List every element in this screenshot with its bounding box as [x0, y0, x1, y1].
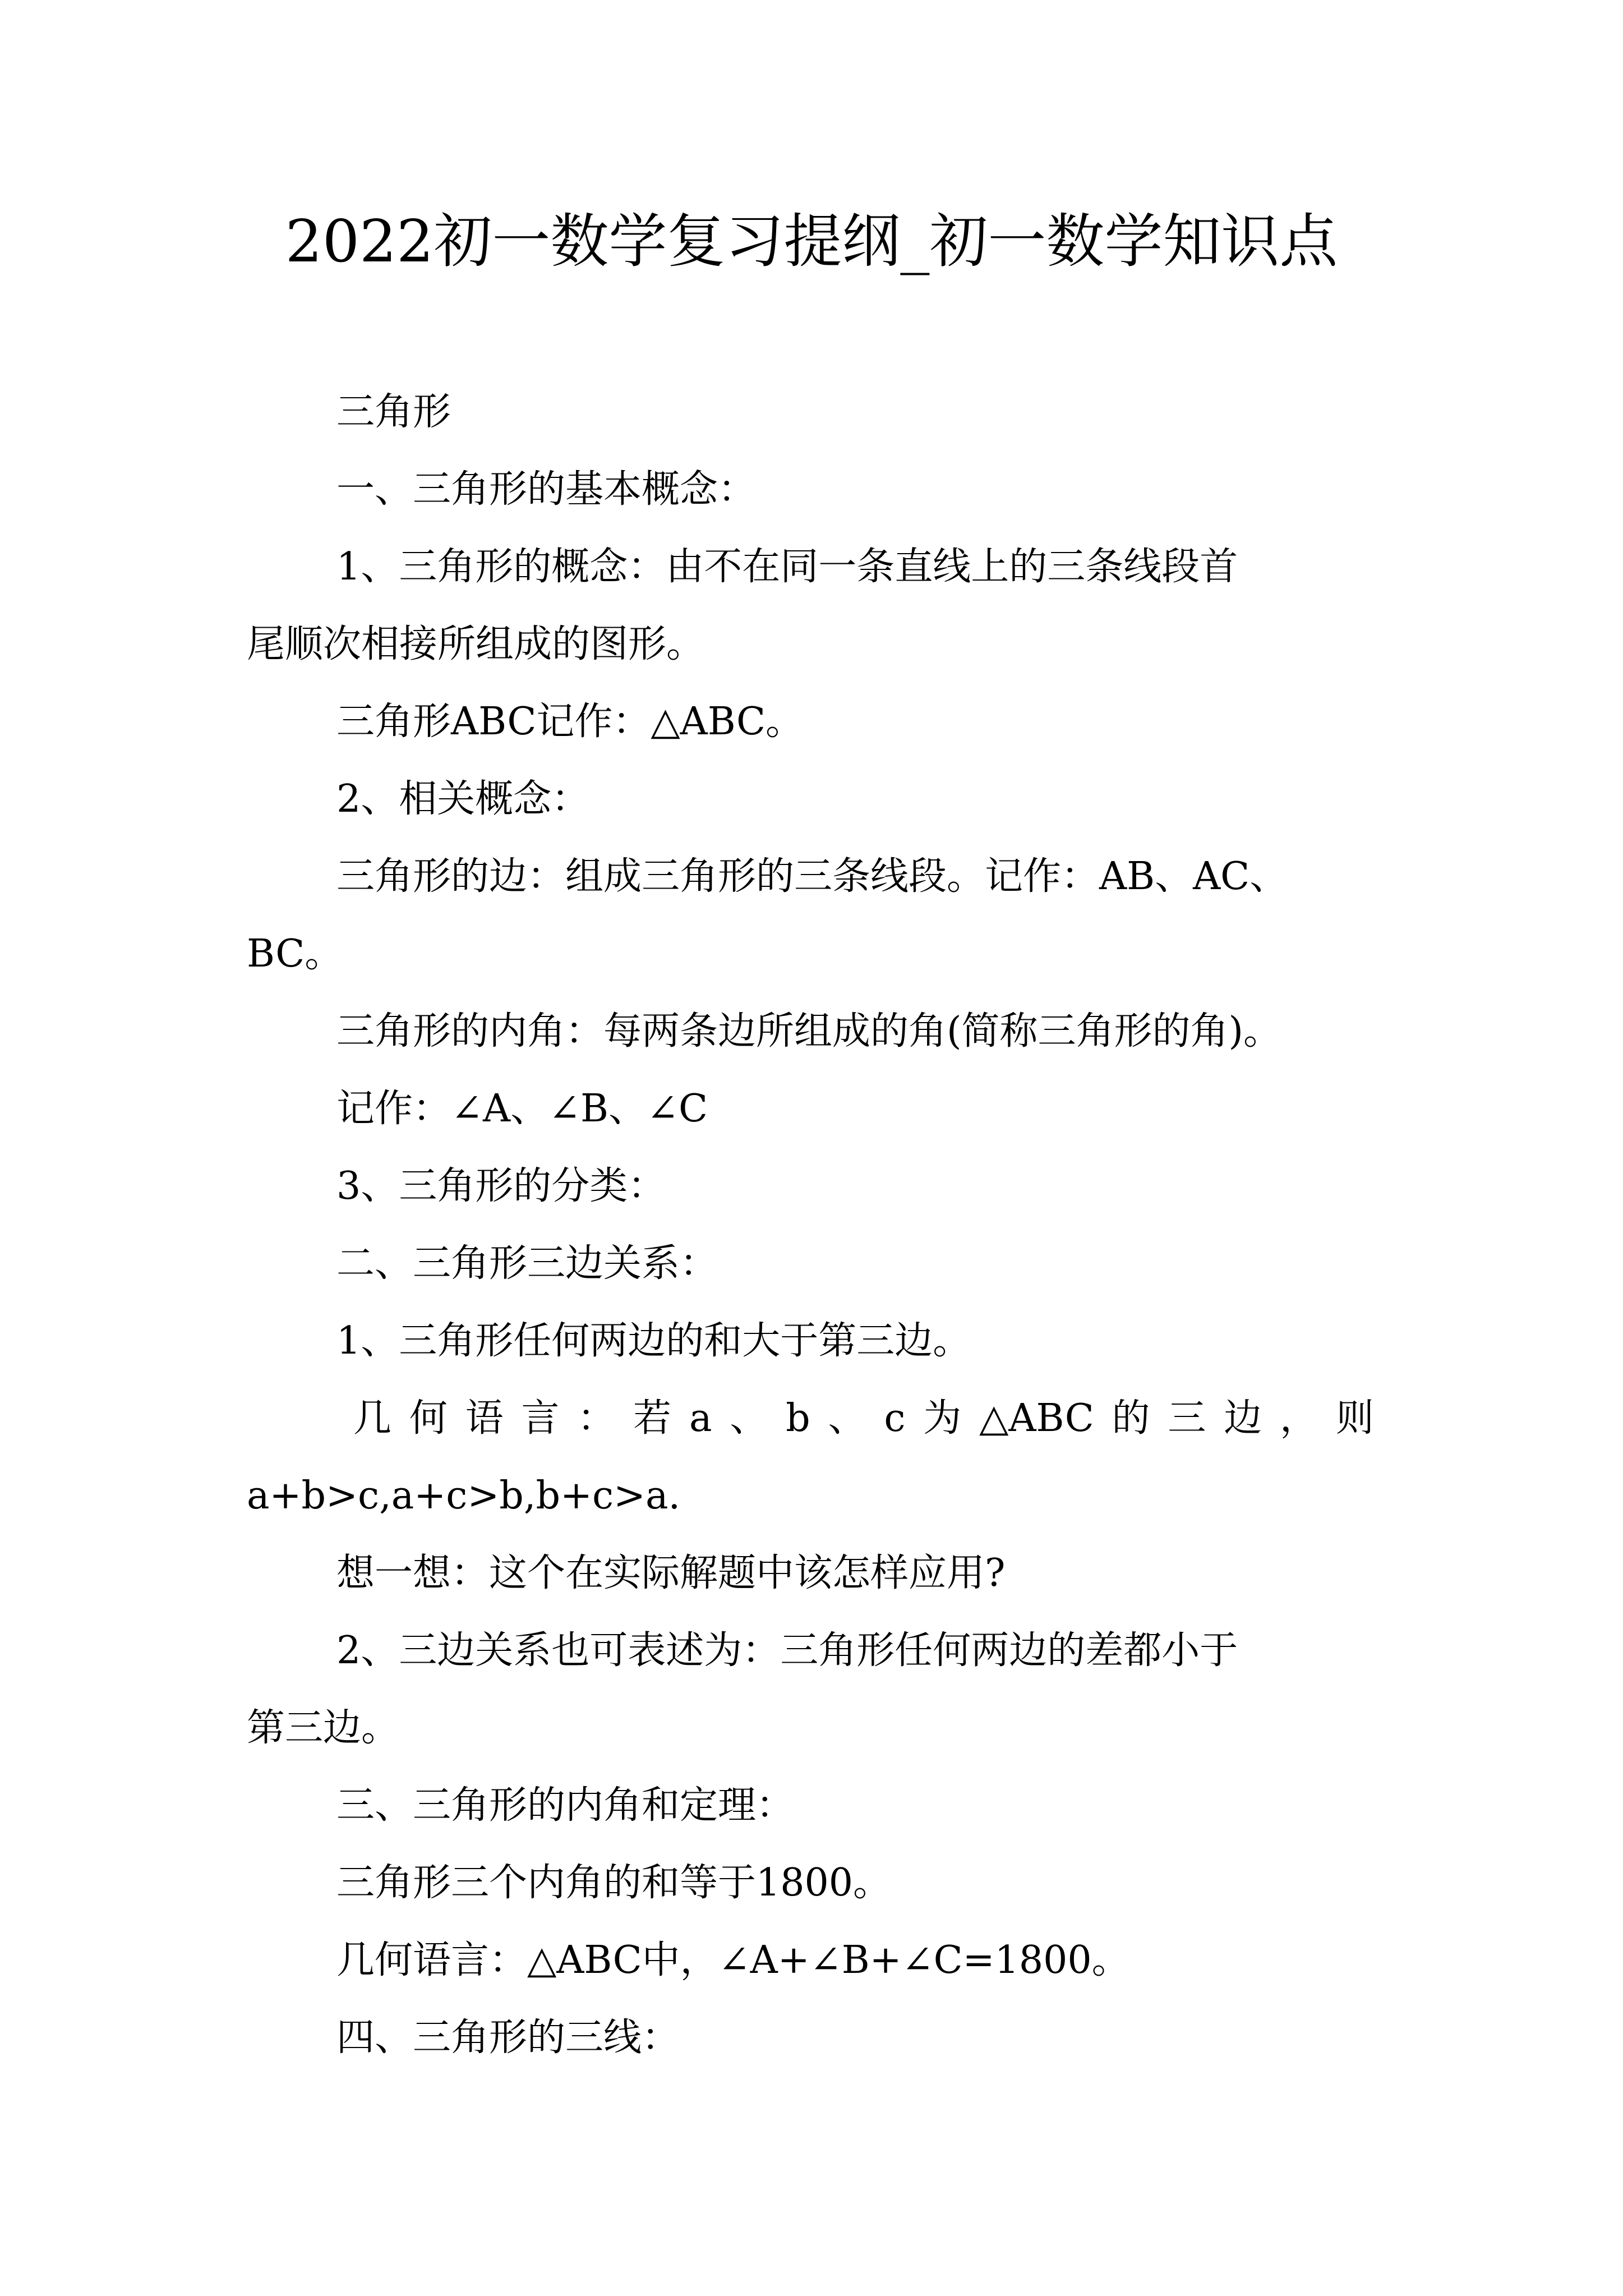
paragraph-line: 三角形三个内角的和等于1800。: [336, 1861, 892, 1905]
paragraph-line: 想一想：这个在实际解题中该怎样应用?: [336, 1551, 1006, 1595]
justified-geometry-line: [353, 1391, 1374, 1447]
paragraph-line: BC。: [247, 932, 343, 976]
paragraph-line: 三角形ABC记作：△ABC。: [336, 700, 804, 744]
section-heading-three-lines: 四、三角形的三线：: [336, 2016, 680, 2060]
word: 语: [465, 1396, 504, 1441]
word: b: [786, 1396, 810, 1441]
paragraph-line: 三角形的边：组成三角形的三条线段。记作：AB、AC、: [336, 854, 1288, 899]
word: 、: [828, 1396, 866, 1441]
paragraph-line: 尾顺次相接所组成的图形。: [247, 622, 705, 666]
word: 言: [521, 1396, 560, 1441]
word: ：: [577, 1396, 616, 1441]
word: 、: [730, 1396, 768, 1441]
word: 的: [1112, 1396, 1150, 1441]
paragraph-line: 三角形的内角：每两条边所组成的角(简称三角形的角)。: [336, 1009, 1282, 1053]
word: 则: [1335, 1396, 1374, 1441]
paragraph-line: 1、三角形的概念：由不在同一条直线上的三条线段首: [336, 545, 1238, 589]
paragraph-line: 1、三角形任何两边的和大于第三边。: [336, 1319, 971, 1363]
word: a: [689, 1396, 712, 1441]
section-heading-basic-concepts: 一、三角形的基本概念：: [336, 467, 757, 512]
paragraph-line: 2、相关概念：: [336, 777, 590, 821]
word: 若: [633, 1396, 672, 1441]
section-heading-three-sides: 二、三角形三边关系：: [336, 1241, 718, 1286]
section-heading-angle-sum: 三、三角形的内角和定理：: [336, 1783, 795, 1828]
word: 何: [409, 1396, 448, 1441]
word: ，: [1280, 1396, 1318, 1441]
section-heading-triangle: 三角形: [336, 390, 451, 434]
word: c: [884, 1396, 906, 1441]
word: 边: [1224, 1396, 1262, 1441]
paragraph-line: a+b>c,a+c>b,b+c>a.: [247, 1474, 681, 1518]
word: △ABC: [979, 1396, 1094, 1441]
document-title: 2022初一数学复习提纲_初一数学知识点: [285, 207, 1338, 275]
paragraph-line: 记作：∠A、∠B、∠C: [336, 1087, 708, 1131]
paragraph-line: 3、三角形的分类：: [336, 1164, 666, 1208]
word: 为: [923, 1396, 962, 1441]
paragraph-line: 几何语言：△ABC中，∠A+∠B+∠C=1800。: [336, 1938, 1130, 1982]
word: 几: [353, 1396, 392, 1441]
paragraph-line: 第三边。: [247, 1706, 400, 1750]
word: 三: [1168, 1396, 1206, 1441]
paragraph-line: 2、三边关系也可表述为：三角形任何两边的差都小于: [336, 1628, 1238, 1673]
